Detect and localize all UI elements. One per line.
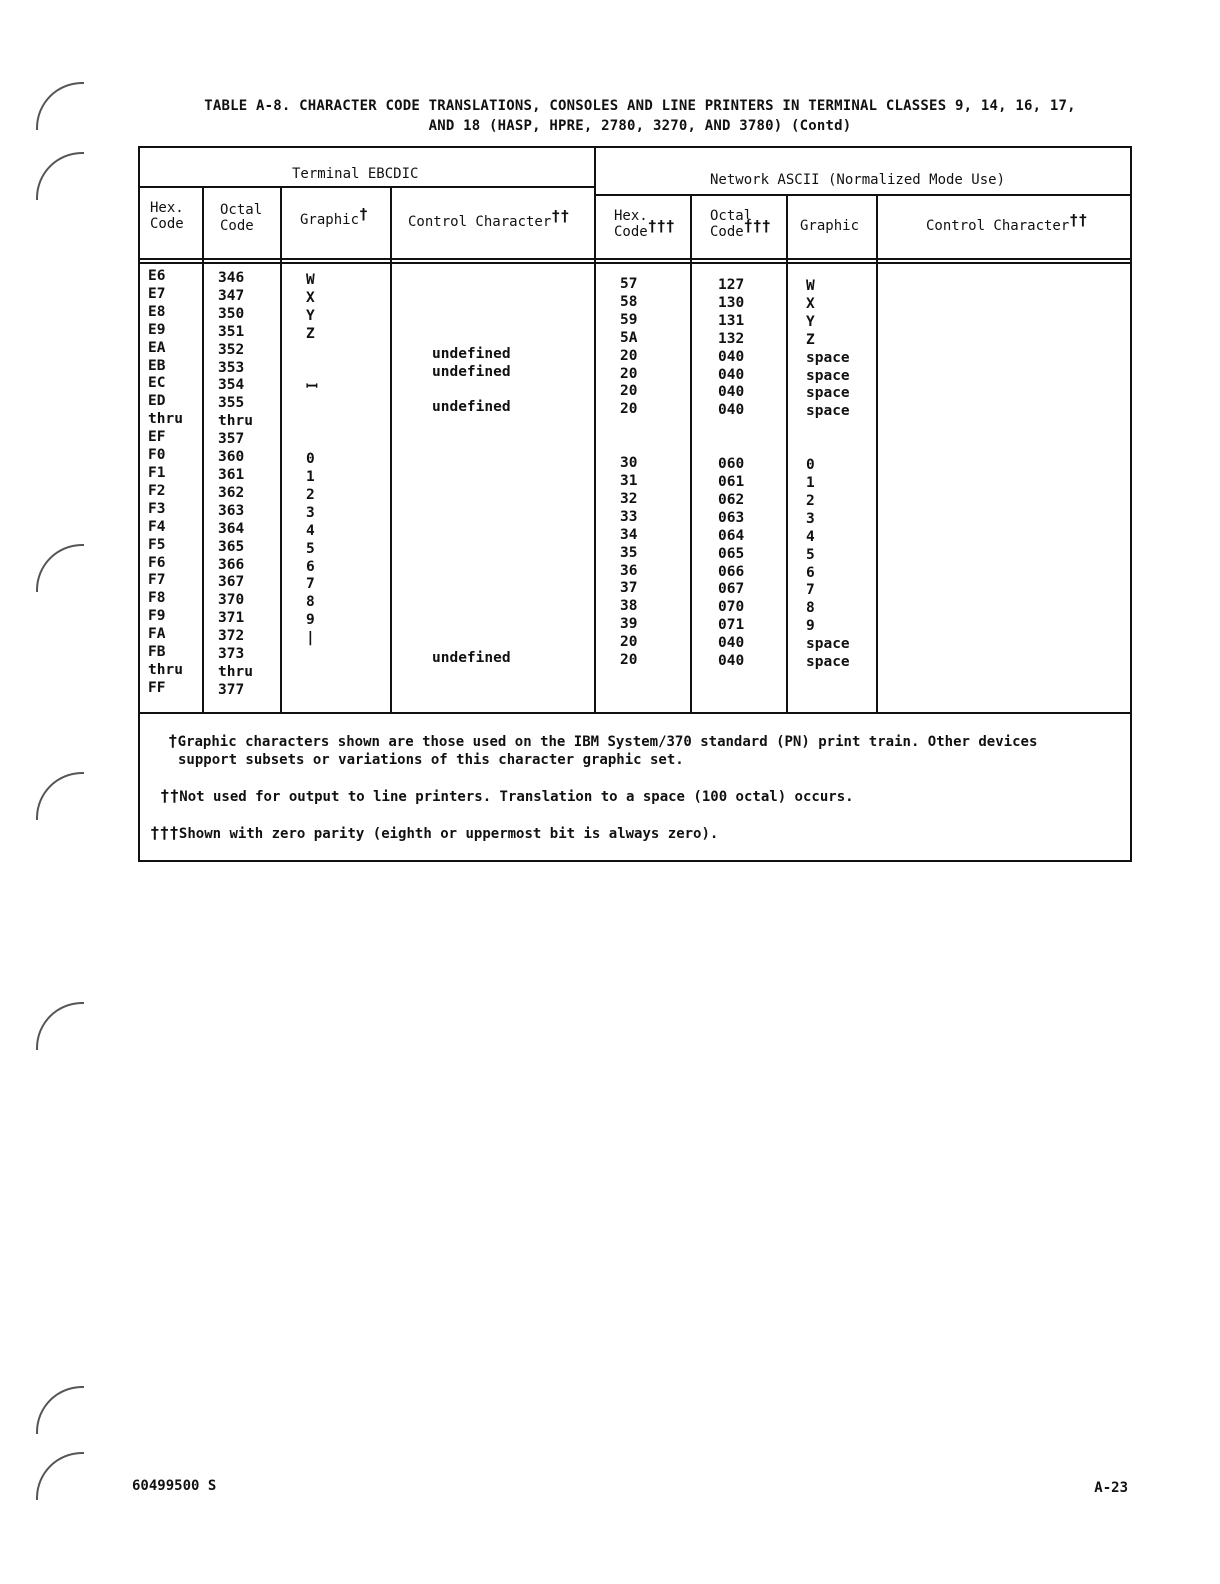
table-cell: 040	[718, 348, 745, 365]
table-cell	[432, 668, 511, 686]
table-cell	[306, 362, 318, 380]
table-cell	[432, 489, 511, 507]
table-cell: undefined	[432, 345, 511, 362]
table-cell: 35	[620, 544, 638, 561]
footnote-2	[150, 787, 1120, 806]
table-cell	[306, 397, 318, 415]
table-cell: 4	[806, 528, 815, 545]
double-dagger-mark: ††	[551, 207, 570, 225]
table-cell: 31	[620, 472, 638, 489]
table-cell: 355	[218, 395, 245, 412]
table-cell: 36	[620, 562, 638, 579]
rule-header-bottom	[140, 258, 1130, 260]
table-cell: W	[806, 278, 815, 294]
table-cell	[306, 344, 318, 362]
table-cell: W	[306, 272, 315, 288]
col-divider	[690, 194, 692, 712]
table-cell: 346	[218, 270, 245, 286]
table-cell: 040	[718, 366, 745, 383]
table-cell: 20	[620, 365, 638, 382]
table-cell: 20	[620, 634, 638, 651]
table-cell: ED	[148, 393, 166, 410]
punch-hole	[36, 1452, 84, 1500]
table-cell: 360	[218, 449, 245, 466]
table-cell: 9	[806, 618, 815, 635]
footnote-1	[150, 732, 1120, 769]
table-cell: 58	[620, 293, 638, 310]
punch-hole	[36, 82, 84, 130]
table-cell: 367	[218, 574, 245, 591]
table-cell: 347	[218, 287, 245, 304]
table-cell: 130	[718, 294, 745, 311]
table-cell	[432, 292, 511, 310]
double-dagger-mark: ††	[1069, 211, 1088, 229]
table-cell: 37	[620, 580, 638, 597]
table-cell	[432, 596, 511, 614]
table-cell	[718, 420, 744, 438]
table-title-line1: TABLE A-8. CHARACTER CODE TRANSLATIONS, CONSOLES AND LINE PRINTERS IN TERMINAL CLASSES 9, 14, 16, 17,	[204, 98, 1076, 114]
header-ascii-control-label: Control Character	[926, 218, 1070, 234]
ascii-hex-column	[620, 276, 637, 670]
table-cell: 373	[218, 646, 245, 663]
ebcdic-octal-column	[218, 270, 253, 700]
table-cell: |	[306, 630, 315, 647]
table-cell: FA	[148, 626, 166, 643]
table-cell: 371	[218, 610, 245, 627]
footnote-mark: †	[168, 731, 178, 750]
table-cell: 040	[718, 402, 745, 419]
table-cell	[306, 684, 318, 702]
table-cell: 064	[718, 527, 745, 544]
table-cell: thru	[148, 411, 183, 428]
table-cell: 3	[306, 504, 315, 521]
table-cell: 57	[620, 276, 638, 292]
table-cell: 065	[718, 545, 745, 562]
table-cell: 040	[718, 635, 745, 652]
punch-hole	[36, 544, 84, 592]
table-cell: 350	[218, 305, 245, 322]
table-cell: thru	[218, 663, 253, 680]
table-cell: Y	[806, 313, 815, 330]
table-cell: 040	[718, 384, 745, 401]
col-divider	[202, 186, 204, 712]
table-cell: 30	[620, 455, 638, 472]
punch-hole	[36, 772, 84, 820]
table-cell: F9	[148, 608, 166, 625]
table-cell: undefined	[432, 363, 511, 380]
table-cell: 067	[718, 581, 745, 598]
table-cell	[718, 438, 744, 456]
rule-header-bottom-double	[140, 262, 1130, 264]
table-cell: F2	[148, 482, 166, 499]
punch-hole	[36, 1386, 84, 1434]
table-cell	[620, 419, 637, 437]
col-divider	[390, 186, 392, 712]
table-cell	[306, 433, 318, 451]
table-cell: 33	[620, 508, 638, 525]
table-cell: EC	[148, 375, 166, 392]
table-cell	[432, 507, 511, 525]
table-cell: 354	[218, 377, 245, 394]
table-cell: 8	[806, 600, 815, 617]
footnote-mark: ††	[160, 786, 180, 805]
footnote-text: Not used for output to line printers. Translation to a space (100 octal) occurs.	[179, 789, 854, 805]
table-cell: 6	[306, 558, 315, 575]
footnote-3	[150, 824, 1120, 843]
table-cell: Z	[806, 331, 815, 348]
table-cell: space	[806, 349, 850, 366]
table-cell: 0	[806, 457, 815, 474]
table-cell: ꟷ	[306, 379, 318, 396]
punch-hole	[36, 1002, 84, 1050]
table-cell: 377	[218, 681, 245, 698]
table-cell: 38	[620, 598, 638, 615]
table-cell: EB	[148, 357, 166, 374]
table-cell: Y	[306, 307, 315, 324]
table-cell: E7	[148, 285, 166, 302]
table-cell: F5	[148, 536, 166, 553]
footnote-mark: †††	[150, 823, 179, 842]
header-ascii-control-character	[926, 211, 1088, 234]
table-cell	[432, 578, 511, 596]
table-cell: 062	[718, 491, 745, 508]
group-header-ebcdic: Terminal EBCDIC	[292, 166, 419, 182]
table-cell: space	[806, 654, 850, 671]
rule-notes-top	[140, 712, 1130, 714]
ebcdic-hex-column	[148, 268, 183, 698]
table-title	[150, 96, 1130, 136]
table-cell: space	[806, 636, 850, 653]
table-cell: 1	[806, 474, 815, 491]
table-cell: E6	[148, 268, 166, 284]
group-header-ascii: Network ASCII (Normalized Mode Use)	[710, 172, 1006, 188]
table-cell	[432, 274, 511, 292]
table-cell	[432, 453, 511, 471]
table-cell: space	[806, 385, 850, 402]
header-control-character	[408, 207, 570, 230]
table-cell: F3	[148, 500, 166, 517]
table-cell	[432, 561, 511, 579]
group-divider	[594, 148, 596, 712]
table-cell: Z	[306, 325, 315, 342]
table-cell: F4	[148, 518, 166, 535]
table-cell: 39	[620, 616, 638, 633]
table-cell: 7	[806, 582, 815, 599]
punch-hole	[36, 152, 84, 200]
table-cell: 34	[620, 526, 638, 543]
table-cell: 5	[806, 546, 815, 563]
ascii-octal-column	[718, 277, 744, 671]
table-cell: 1	[306, 468, 315, 485]
table-cell: EF	[148, 429, 166, 446]
table-cell: 063	[718, 509, 745, 526]
table-cell	[432, 310, 511, 328]
col-divider	[876, 194, 878, 712]
ebcdic-graphic-column	[306, 272, 318, 702]
table-cell	[432, 543, 511, 561]
table-cell: FB	[148, 644, 166, 661]
footnote-text: Graphic characters shown are those used on the IBM System/370 standard (PN) print train. Other devices	[177, 734, 1038, 750]
table-cell: 061	[718, 473, 745, 490]
table-cell: 040	[718, 653, 745, 670]
header-ascii-octal	[710, 208, 771, 240]
triple-dagger-mark: †††	[647, 217, 675, 235]
table-cell: X	[306, 289, 315, 306]
table-cell	[806, 439, 850, 457]
table-cell: 20	[620, 401, 638, 418]
header-ascii-hex	[614, 208, 675, 240]
dagger-mark: †	[359, 205, 369, 223]
ebcdic-control-column	[432, 274, 511, 704]
table-cell: 362	[218, 484, 245, 501]
table-cell	[306, 415, 318, 433]
table-cell: 372	[218, 628, 245, 645]
table-cell: 132	[718, 330, 745, 347]
table-cell: 3	[806, 510, 815, 527]
table-cell: 2	[306, 486, 315, 503]
table-cell	[432, 686, 511, 704]
table-cell: 357	[218, 431, 245, 448]
table-cell	[306, 666, 318, 684]
table-cell: 20	[620, 383, 638, 400]
table-cell	[432, 471, 511, 489]
table-cell: 8	[306, 594, 315, 611]
table-cell: 4	[306, 522, 315, 539]
table-cell	[432, 435, 511, 453]
table-cell	[432, 328, 511, 346]
table-cell	[432, 417, 511, 435]
table-cell: undefined	[432, 650, 511, 667]
table-cell: 6	[806, 564, 815, 581]
table-cell	[432, 632, 511, 650]
table-cell: 353	[218, 359, 245, 376]
table-cell: thru	[218, 413, 253, 430]
table-cell: 20	[620, 652, 638, 669]
table-cell: 20	[620, 347, 638, 364]
table-cell: 070	[718, 599, 745, 616]
header-ascii-hex-label: Hex. Code	[614, 208, 648, 240]
table-cell: EA	[148, 339, 166, 356]
table-cell: X	[806, 295, 815, 312]
table-cell: 361	[218, 466, 245, 483]
header-ascii-octal-label: Octal Code	[710, 208, 753, 240]
header-hex-code: Hex. Code	[150, 200, 184, 232]
table-cell	[806, 421, 850, 439]
table-cell: 5A	[620, 329, 638, 346]
col-divider	[786, 194, 788, 712]
table-cell: 352	[218, 341, 245, 358]
table-cell	[620, 437, 637, 455]
table-cell: 32	[620, 490, 638, 507]
rule-group-header-ascii	[594, 194, 1130, 196]
table-cell	[432, 614, 511, 632]
table-cell: 366	[218, 556, 245, 573]
table-cell: 365	[218, 538, 245, 555]
table-cell: E8	[148, 303, 166, 320]
table-cell: 5	[306, 540, 315, 557]
table-cell: 363	[218, 502, 245, 519]
table-cell: 364	[218, 520, 245, 537]
rule-group-header	[140, 186, 594, 188]
table-cell: F8	[148, 590, 166, 607]
table-cell: space	[806, 367, 850, 384]
table-cell	[306, 648, 318, 666]
table-cell: 7	[306, 576, 315, 593]
table-cell: F7	[148, 572, 166, 589]
table-cell: 060	[718, 456, 745, 473]
table-cell: 071	[718, 617, 745, 634]
table-cell: space	[806, 403, 850, 420]
table-cell: 351	[218, 323, 245, 340]
document-number: 60499500 S	[132, 1478, 217, 1494]
table-cell: 066	[718, 563, 745, 580]
table-cell	[432, 381, 511, 399]
ascii-graphic-column	[806, 278, 850, 672]
table-cell: F0	[148, 447, 166, 464]
table-cell: F6	[148, 554, 166, 571]
col-divider	[280, 186, 282, 712]
footnote-text: Shown with zero parity (eighth or uppermost bit is always zero).	[178, 826, 719, 842]
table-cell: thru	[148, 661, 183, 678]
table-cell: 131	[718, 312, 745, 329]
table-cell: 370	[218, 592, 245, 609]
table-cell: E9	[148, 321, 166, 338]
header-octal-code: Octal Code	[220, 202, 263, 234]
header-graphic	[300, 205, 369, 228]
table-cell: 59	[620, 311, 638, 328]
table-cell	[432, 525, 511, 543]
table-cell: 9	[306, 612, 315, 629]
table-cell: 2	[806, 492, 815, 509]
header-control-label: Control Character	[408, 214, 552, 230]
header-ascii-graphic: Graphic	[800, 218, 860, 234]
table-cell: 127	[718, 277, 745, 293]
footnote-text-cont: support subsets or variations of this character graphic set.	[178, 752, 684, 768]
table-cell: F1	[148, 464, 166, 481]
table-cell: FF	[148, 679, 166, 696]
triple-dagger-mark: †††	[743, 217, 771, 235]
footnotes	[150, 732, 1120, 861]
table-title-line2: AND 18 (HASP, HPRE, 2780, 3270, AND 3780) (Contd)	[428, 118, 852, 134]
page-number: A-23	[1094, 1480, 1128, 1496]
header-graphic-label: Graphic	[300, 212, 360, 228]
table-cell: undefined	[432, 399, 511, 416]
table-cell: 0	[306, 451, 315, 468]
